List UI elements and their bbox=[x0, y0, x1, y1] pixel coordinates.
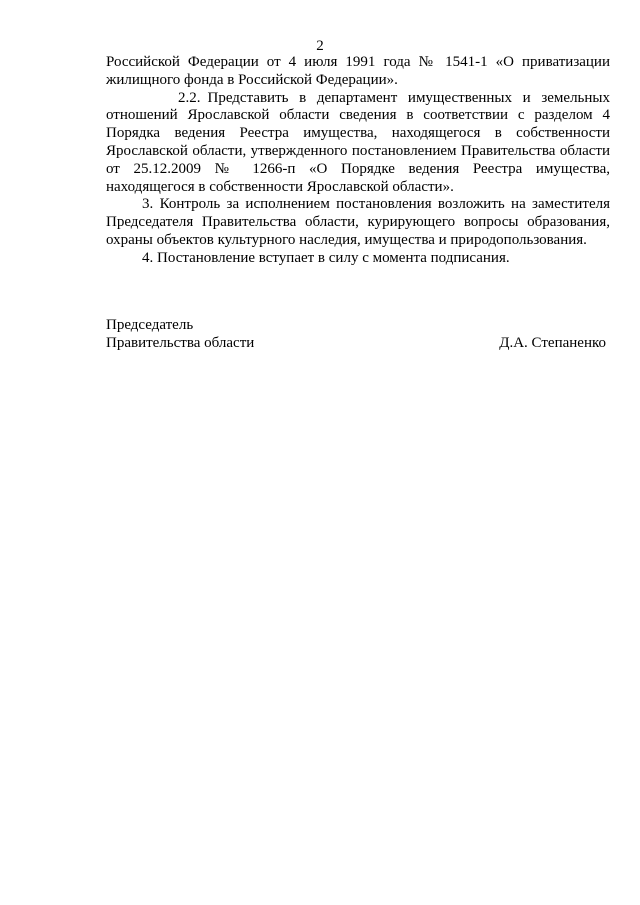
signatory-title-line1: Председатель bbox=[106, 317, 194, 333]
paragraph-text: Представить в департамент имущественных и земельных отношений Ярославской области сведения в соответствии с разделом 4 Порядка ведения Реестра имущества, находящегося в собственности Ярославской области, утвержденного постановлением Правительства области от 25.12.2009 № 1266-п «О Порядке ведения Реестра имущества, находящегося в собственности Ярославской области». bbox=[106, 89, 610, 195]
paragraph-2-2 bbox=[106, 90, 610, 197]
signature-line bbox=[106, 334, 606, 352]
page-number: 2 bbox=[316, 38, 324, 54]
paragraph-number: 2.2. bbox=[178, 89, 201, 106]
paragraph-continuation: Российской Федерации от 4 июля 1991 года № 1541-1 «О приватизации жилищного фонда в Российской Федерации». bbox=[106, 54, 610, 88]
document-body bbox=[106, 54, 610, 268]
signatory-name: Д.А. Степаненко bbox=[499, 335, 606, 351]
paragraph-3: 3. Контроль за исполнением постановления возложить на заместителя Председателя Правительства области, курирующего вопросы образования, охраны объектов культурного наследия, имущества и природопользования. bbox=[106, 196, 610, 248]
signature-block bbox=[106, 316, 606, 352]
paragraph-4: 4. Постановление вступает в силу с момента подписания. bbox=[142, 249, 510, 266]
signatory-title-line2: Правительства области bbox=[106, 335, 255, 351]
